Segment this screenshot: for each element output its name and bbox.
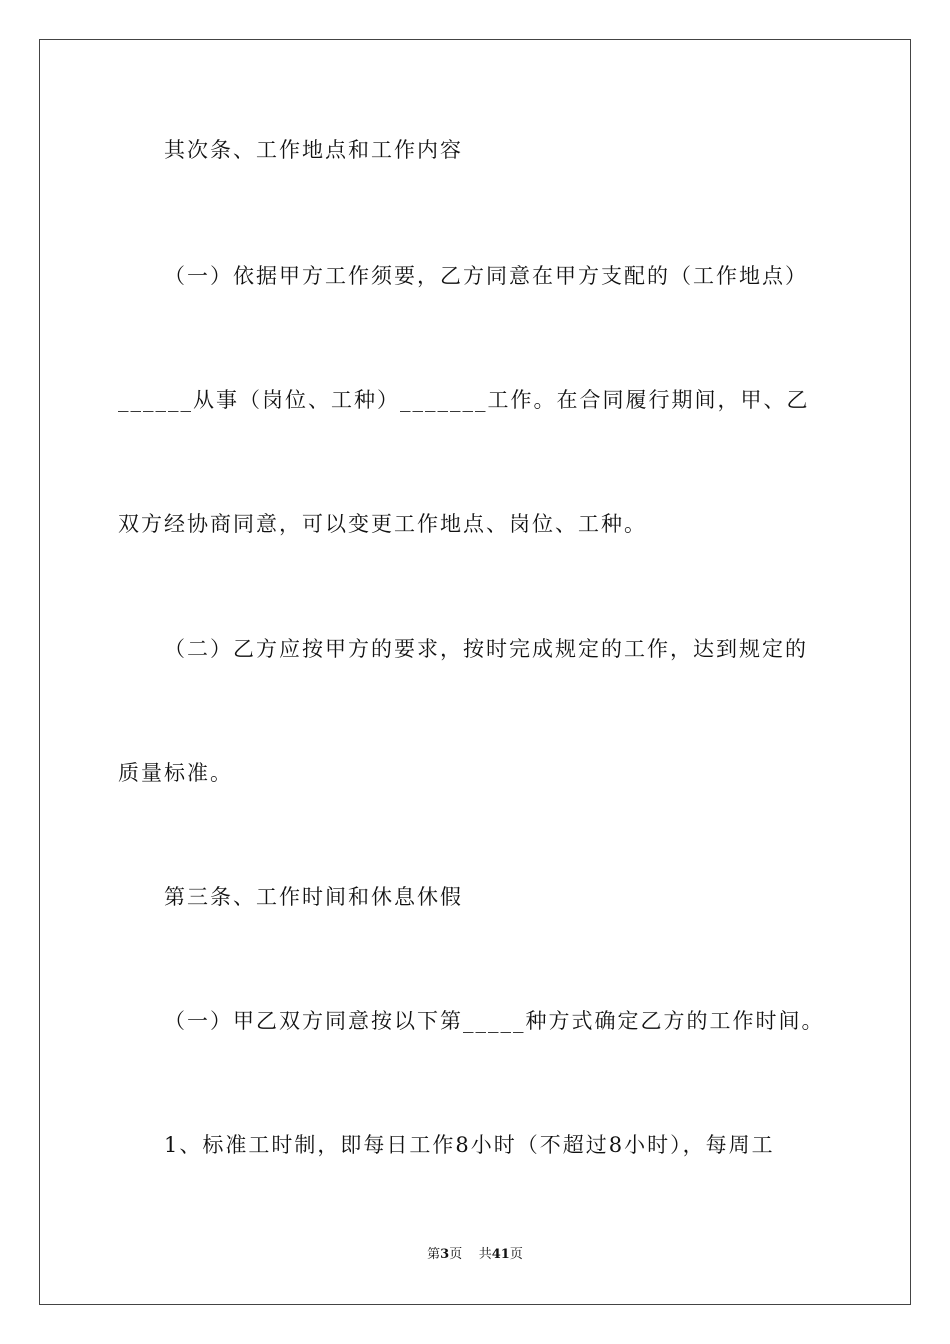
footer-page-prefix: 第: [427, 1247, 441, 1262]
footer-page-number: 3: [440, 1247, 450, 1262]
heading-article-3: 第三条、工作时间和休息休假: [164, 885, 463, 909]
paragraph-line: （一）甲乙双方同意按以下第_____种方式确定乙方的工作时间。: [164, 1009, 825, 1033]
footer-total-prefix: 共: [478, 1247, 492, 1262]
page-border: [39, 39, 911, 1305]
page-footer: [0, 1246, 950, 1264]
footer-page-suffix: 页: [449, 1247, 463, 1262]
paragraph-line: （一）依据甲方工作须要，乙方同意在甲方支配的（工作地点）: [164, 264, 808, 288]
paragraph-line: 双方经协商同意，可以变更工作地点、岗位、工种。: [118, 512, 647, 536]
heading-article-2: 其次条、工作地点和工作内容: [164, 138, 463, 162]
paragraph-line: （二）乙方应按甲方的要求，按时完成规定的工作，达到规定的: [164, 637, 808, 661]
paragraph-line: 质量标准。: [118, 761, 233, 785]
paragraph-line: 1、标准工时制，即每日工作8小时（不超过8小时），每周工: [164, 1133, 775, 1157]
footer-total-pages: 41: [491, 1247, 510, 1262]
footer-total-suffix: 页: [509, 1247, 523, 1262]
paragraph-line: ______从事（岗位、工种）_______工作。在合同履行期间，甲、乙: [118, 388, 810, 412]
